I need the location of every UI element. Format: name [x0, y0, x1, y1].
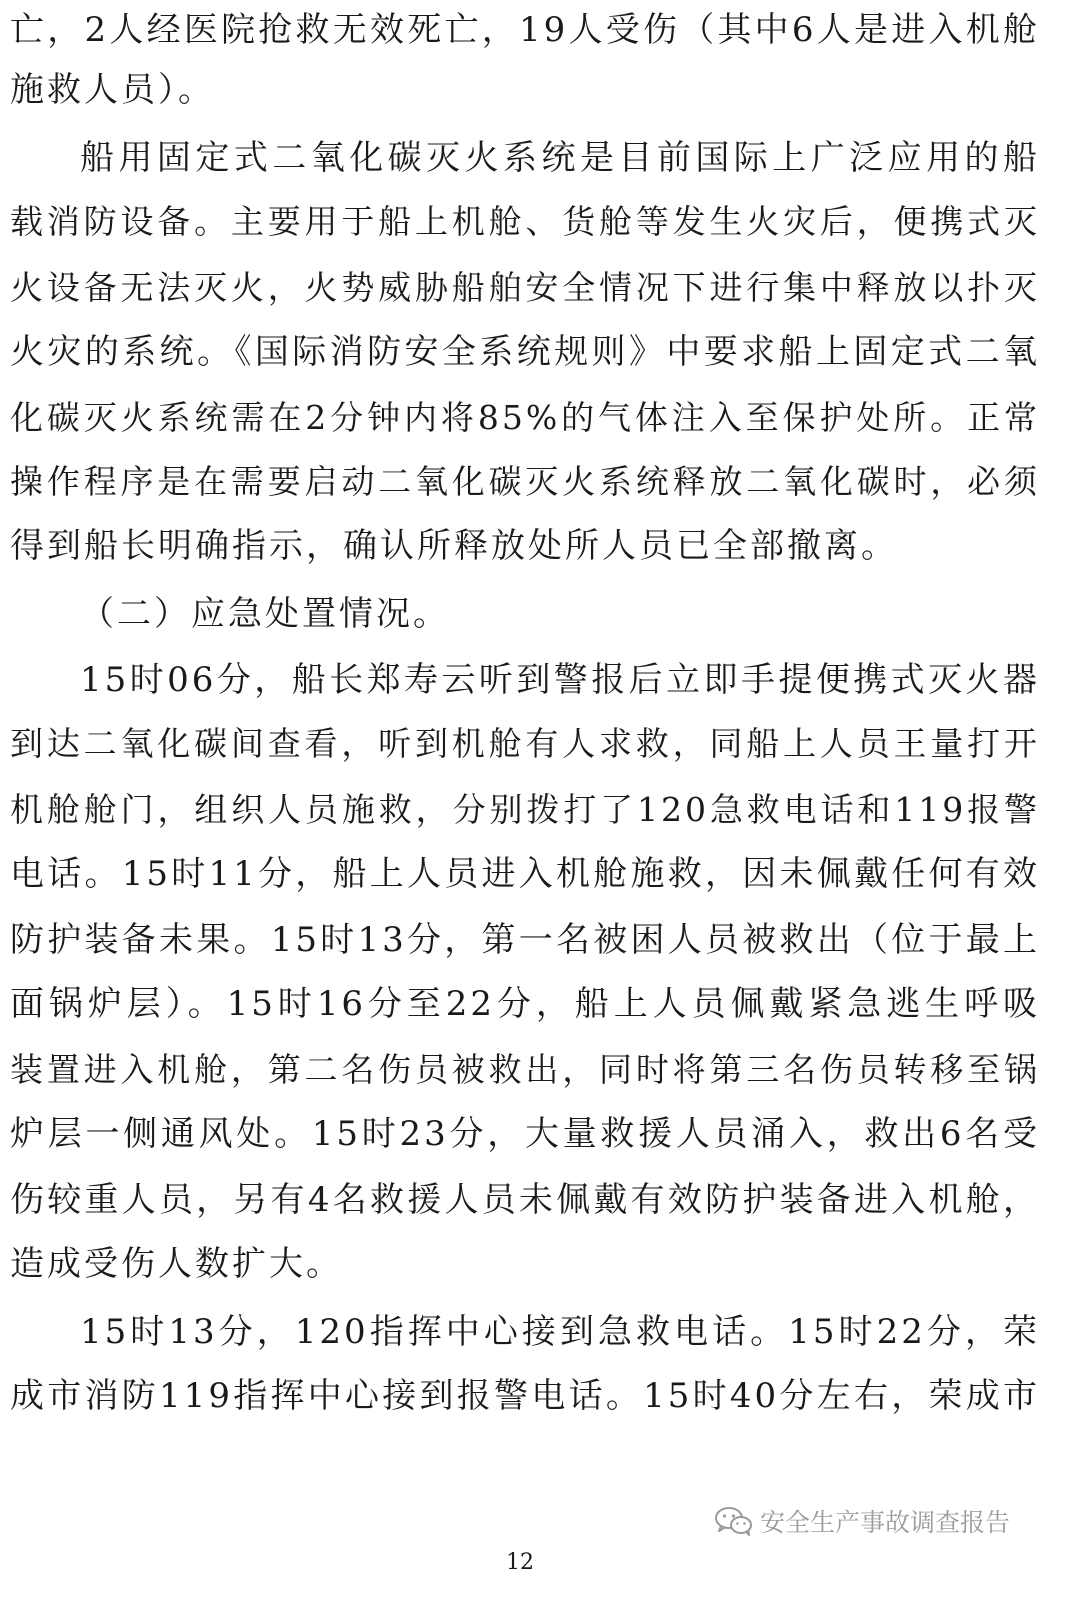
- text-line: 亡，2人经医院抢救无效死亡，19人受伤（其中6人是进入机舱: [10, 10, 1040, 50]
- page-number: 12: [506, 1550, 534, 1575]
- text-line: 操作程序是在需要启动二氧化碳灭火系统释放二氧化碳时，必须: [10, 462, 1040, 501]
- text-line: 15时06分，船长郑寿云听到警报后立即手提便携式灭火器: [80, 660, 1040, 700]
- text-line: 成市消防119指挥中心接到报警电话。15时40分左右，荣成市: [10, 1376, 1040, 1416]
- text-line: 得到船长明确指示，确认所释放处所人员已全部撤离。: [10, 526, 898, 566]
- watermark: [714, 1501, 1010, 1541]
- text-line: 火设备无法灭火，火势威胁船舶安全情况下进行集中释放以扑灭: [10, 268, 1040, 307]
- text-line: 伤较重人员，另有4名救援人员未佩戴有效防护装备进入机舱，: [10, 1180, 1040, 1220]
- text-line: 火灾的系统。《国际消防安全系统规则》中要求船上固定式二氧: [10, 332, 1040, 372]
- text-line: 炉层一侧通风处。15时23分，大量救援人员涌入，救出6名受: [10, 1114, 1040, 1154]
- text-line: 15时13分，120指挥中心接到急救电话。15时22分，荣: [80, 1312, 1040, 1352]
- text-line: 船用固定式二氧化碳灭火系统是目前国际上广泛应用的船: [80, 138, 1040, 178]
- text-line: 化碳灭火系统需在2分钟内将85%的气体注入至保护处所。正常: [10, 398, 1040, 437]
- text-line: 到达二氧化碳间查看，听到机舱有人求救，同船上人员王量打开: [10, 724, 1040, 763]
- text-line: 施救人员）。: [10, 70, 215, 110]
- text-line: 电话。15时11分，船上人员进入机舱施救，因未佩戴任何有效: [10, 854, 1040, 894]
- text-line: 载消防设备。主要用于船上机舱、货舱等发生火灾后，便携式灭: [10, 202, 1040, 241]
- text-line: 防护装备未果。15时13分，第一名被困人员被救出（位于最上: [10, 920, 1040, 960]
- section-heading: （二）应急处置情况。: [80, 594, 450, 634]
- text-line: 机舱舱门，组织人员施救，分别拨打了120急救电话和119报警: [10, 790, 1040, 829]
- text-line: 造成受伤人数扩大。: [10, 1244, 343, 1284]
- wechat-icon: [714, 1506, 754, 1536]
- text-line: 面锅炉层）。15时16分至22分，船上人员佩戴紧急逃生呼吸: [10, 984, 1040, 1024]
- watermark-text: 安全生产事故调查报告: [760, 1508, 1011, 1537]
- text-line: 装置进入机舱，第二名伤员被救出，同时将第三名伤员转移至锅: [10, 1050, 1040, 1089]
